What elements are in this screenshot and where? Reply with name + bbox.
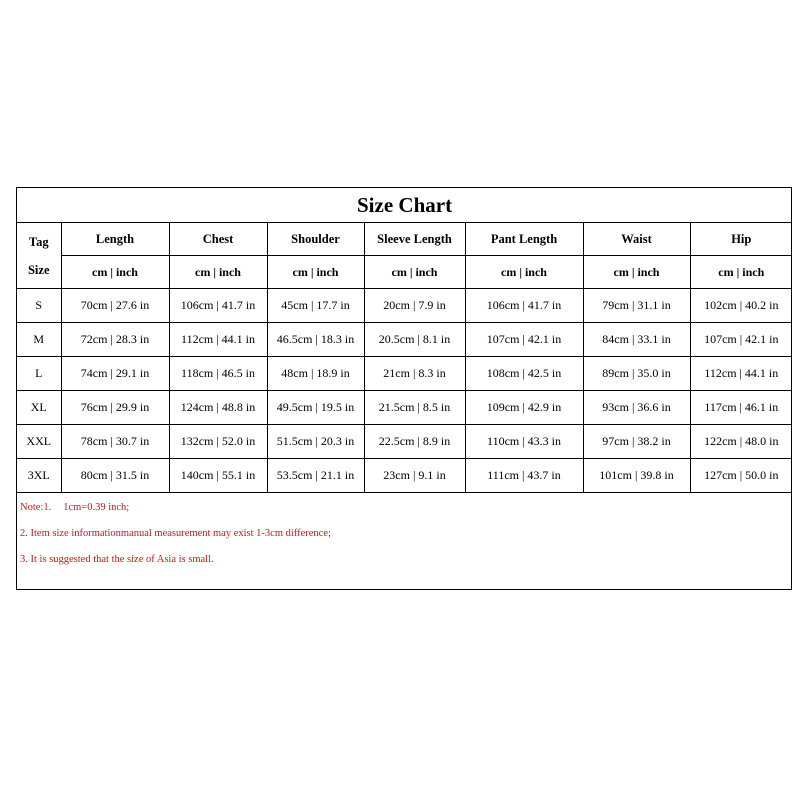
size-cell: 3XL bbox=[17, 459, 61, 493]
size-chart bbox=[16, 187, 792, 590]
size-cell: XL bbox=[17, 391, 61, 425]
unit-label: cm | inch bbox=[364, 256, 465, 289]
unit-label: cm | inch bbox=[690, 256, 792, 289]
table-cell: 93cm | 36.6 in bbox=[583, 391, 690, 425]
column-header-length: Length bbox=[61, 223, 169, 256]
table-cell: 80cm | 31.5 in bbox=[61, 459, 169, 493]
table-cell: 89cm | 35.0 in bbox=[583, 357, 690, 391]
table-cell: 117cm | 46.1 in bbox=[690, 391, 792, 425]
table-cell: 112cm | 44.1 in bbox=[690, 357, 792, 391]
header-row bbox=[17, 223, 792, 256]
table-cell: 78cm | 30.7 in bbox=[61, 425, 169, 459]
column-header-chest: Chest bbox=[169, 223, 267, 256]
table-cell: 23cm | 9.1 in bbox=[364, 459, 465, 493]
table-cell: 21cm | 8.3 in bbox=[364, 357, 465, 391]
table-cell: 21.5cm | 8.5 in bbox=[364, 391, 465, 425]
tag-label: Tag bbox=[28, 234, 49, 249]
table-cell: 22.5cm | 8.9 in bbox=[364, 425, 465, 459]
table-cell: 76cm | 29.9 in bbox=[61, 391, 169, 425]
table-cell: 118cm | 46.5 in bbox=[169, 357, 267, 391]
table-row bbox=[17, 425, 792, 459]
note-1 bbox=[20, 499, 791, 525]
table-cell: 101cm | 39.8 in bbox=[583, 459, 690, 493]
unit-label: cm | inch bbox=[61, 256, 169, 289]
unit-label: cm | inch bbox=[583, 256, 690, 289]
table-cell: 51.5cm | 20.3 in bbox=[267, 425, 364, 459]
table-cell: 48cm | 18.9 in bbox=[267, 357, 364, 391]
unit-label: cm | inch bbox=[169, 256, 267, 289]
table-cell: 111cm | 43.7 in bbox=[465, 459, 583, 493]
table-cell: 122cm | 48.0 in bbox=[690, 425, 792, 459]
notes-section bbox=[17, 499, 791, 577]
table-cell: 127cm | 50.0 in bbox=[690, 459, 792, 493]
chart-title: Size Chart bbox=[17, 188, 792, 223]
column-header-pant-length: Pant Length bbox=[465, 223, 583, 256]
size-label: Size bbox=[27, 262, 50, 277]
table-cell: 20.5cm | 8.1 in bbox=[364, 323, 465, 357]
table-cell: 49.5cm | 19.5 in bbox=[267, 391, 364, 425]
note-2: 2. Item size informationmanual measurement may exist 1-3cm difference; bbox=[20, 528, 331, 539]
table-cell: 102cm | 40.2 in bbox=[690, 289, 792, 323]
column-header-hip: Hip bbox=[690, 223, 792, 256]
table-cell: 74cm | 29.1 in bbox=[61, 357, 169, 391]
note-1-text: 1cm=0.39 inch; bbox=[63, 502, 130, 513]
size-table bbox=[17, 188, 792, 493]
table-row bbox=[17, 459, 792, 493]
column-header-sleeve-length: Sleeve Length bbox=[364, 223, 465, 256]
table-cell: 46.5cm | 18.3 in bbox=[267, 323, 364, 357]
table-cell: 53.5cm | 21.1 in bbox=[267, 459, 364, 493]
size-cell: M bbox=[17, 323, 61, 357]
table-cell: 124cm | 48.8 in bbox=[169, 391, 267, 425]
size-cell: L bbox=[17, 357, 61, 391]
table-cell: 45cm | 17.7 in bbox=[267, 289, 364, 323]
table-cell: 20cm | 7.9 in bbox=[364, 289, 465, 323]
table-cell: 109cm | 42.9 in bbox=[465, 391, 583, 425]
table-cell: 132cm | 52.0 in bbox=[169, 425, 267, 459]
unit-row bbox=[17, 256, 792, 289]
table-cell: 107cm | 42.1 in bbox=[690, 323, 792, 357]
table-cell: 79cm | 31.1 in bbox=[583, 289, 690, 323]
table-cell: 70cm | 27.6 in bbox=[61, 289, 169, 323]
table-row bbox=[17, 391, 792, 425]
table-cell: 112cm | 44.1 in bbox=[169, 323, 267, 357]
table-cell: 108cm | 42.5 in bbox=[465, 357, 583, 391]
table-cell: 72cm | 28.3 in bbox=[61, 323, 169, 357]
table-cell: 84cm | 33.1 in bbox=[583, 323, 690, 357]
unit-label: cm | inch bbox=[267, 256, 364, 289]
size-cell: S bbox=[17, 289, 61, 323]
unit-label: cm | inch bbox=[465, 256, 583, 289]
table-cell: 107cm | 42.1 in bbox=[465, 323, 583, 357]
size-cell: XXL bbox=[17, 425, 61, 459]
tag-size-header bbox=[17, 223, 61, 289]
table-cell: 140cm | 55.1 in bbox=[169, 459, 267, 493]
column-header-waist: Waist bbox=[583, 223, 690, 256]
table-cell: 97cm | 38.2 in bbox=[583, 425, 690, 459]
table-cell: 106cm | 41.7 in bbox=[169, 289, 267, 323]
table-row bbox=[17, 357, 792, 391]
table-cell: 106cm | 41.7 in bbox=[465, 289, 583, 323]
note-3: 3. It is suggested that the size of Asia is small. bbox=[20, 554, 214, 565]
table-cell: 110cm | 43.3 in bbox=[465, 425, 583, 459]
table-row bbox=[17, 323, 792, 357]
column-header-shoulder: Shoulder bbox=[267, 223, 364, 256]
table-row bbox=[17, 289, 792, 323]
note-prefix: Note:1. bbox=[20, 502, 52, 513]
